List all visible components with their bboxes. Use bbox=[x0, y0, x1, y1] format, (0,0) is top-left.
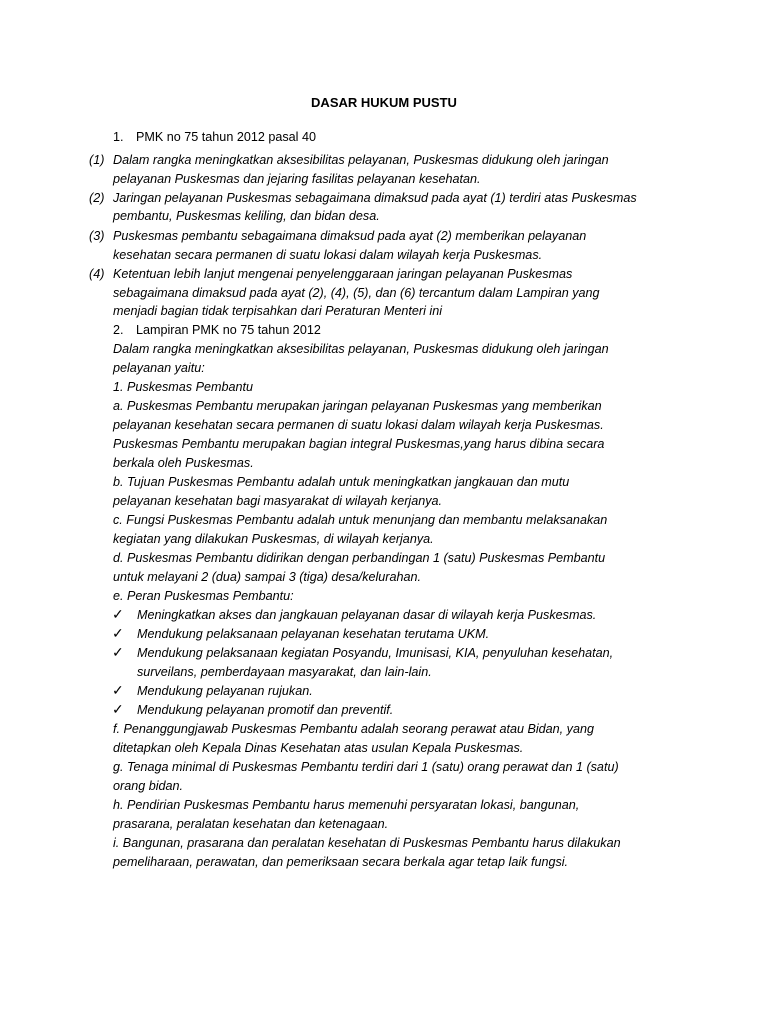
body-line: a. Puskesmas Pembantu merupakan jaringan pelayanan Puskesmas yang memberikan bbox=[113, 399, 602, 413]
body-line: kegiatan yang dilakukan Puskesmas, di wilayah kerjanya. bbox=[113, 532, 434, 546]
section-2-heading bbox=[113, 321, 321, 340]
body-line: Dalam rangka meningkatkan aksesibilitas pelayanan, Puskesmas didukung oleh jaringan bbox=[113, 342, 609, 356]
body-line: untuk melayani 2 (dua) sampai 3 (tiga) desa/kelurahan. bbox=[113, 570, 422, 584]
item-line: Ketentuan lebih lanjut mengenai penyelenggaraan jaringan pelayanan Puskesmas bbox=[113, 267, 573, 281]
item-line: Puskesmas pembantu sebagaimana dimaksud pada ayat (2) memberikan pelayanan bbox=[113, 229, 587, 243]
body-line: pelayanan yaitu: bbox=[113, 361, 205, 375]
body-line: pelayanan kesehatan bagi masyarakat di wilayah kerjanya. bbox=[113, 494, 443, 508]
body-line: b. Tujuan Puskesmas Pembantu adalah untuk meningkatkan jangkauan dan mutu bbox=[113, 475, 570, 489]
checklist-line: Meningkatkan akses dan jangkauan pelayanan dasar di wilayah kerja Puskesmas. bbox=[137, 608, 597, 622]
item-line: pembantu, Puskesmas keliling, dan bidan desa. bbox=[113, 209, 380, 223]
checklist-line: Mendukung pelayanan promotif dan preventif. bbox=[137, 703, 394, 717]
body-line: berkala oleh Puskesmas. bbox=[113, 456, 254, 470]
section-2-number: 2. bbox=[113, 323, 124, 337]
item-line: pelayanan Puskesmas dan jejaring fasilitas pelayanan kesehatan. bbox=[113, 172, 481, 186]
checklist-line: surveilans, pemberdayaan masyarakat, dan lain-lain. bbox=[137, 665, 432, 679]
check-icon: ✓ bbox=[112, 625, 124, 641]
body-line: Puskesmas Pembantu merupakan bagian integral Puskesmas,yang harus dibina secara bbox=[113, 437, 605, 451]
check-icon: ✓ bbox=[112, 701, 124, 717]
checklist-line: Mendukung pelaksanaan kegiatan Posyandu, Imunisasi, KIA, penyuluhan kesehatan, bbox=[137, 646, 614, 660]
item-line: menjadi bagian tidak terpisahkan dari Peraturan Menteri ini bbox=[113, 304, 443, 318]
body-line: 1. Puskesmas Pembantu bbox=[113, 380, 254, 394]
item-line: Dalam rangka meningkatkan aksesibilitas pelayanan, Puskesmas didukung oleh jaringan bbox=[113, 153, 609, 167]
body-line: ditetapkan oleh Kepala Dinas Kesehatan atas usulan Kepala Puskesmas. bbox=[113, 741, 524, 755]
check-icon: ✓ bbox=[112, 606, 124, 622]
section-1-heading bbox=[113, 128, 316, 147]
item-line: kesehatan secara permanen di suatu lokasi dalam wilayah kerja Puskesmas. bbox=[113, 248, 543, 262]
body-line: c. Fungsi Puskesmas Pembantu adalah untuk menunjang dan membantu melaksanakan bbox=[113, 513, 608, 527]
body-line: pemeliharaan, perawatan, dan pemeriksaan secara berkala agar tetap laik fungsi. bbox=[113, 855, 569, 869]
page-title: DASAR HUKUM PUSTU bbox=[311, 95, 457, 110]
checklist-line: Mendukung pelaksanaan pelayanan kesehatan terutama UKM. bbox=[137, 627, 490, 641]
item-marker: (1) bbox=[89, 153, 105, 167]
body-line: i. Bangunan, prasarana dan peralatan kesehatan di Puskesmas Pembantu harus dilakukan bbox=[113, 836, 621, 850]
item-line: sebagaimana dimaksud pada ayat (2), (4), (5), dan (6) tercantum dalam Lampiran yang bbox=[113, 286, 600, 300]
item-marker: (3) bbox=[89, 229, 105, 243]
section-1-number: 1. bbox=[113, 130, 124, 144]
body-line: pelayanan kesehatan secara permanen di suatu lokasi dalam wilayah kerja Puskesmas. bbox=[113, 418, 604, 432]
body-line: orang bidan. bbox=[113, 779, 184, 793]
item-marker: (4) bbox=[89, 267, 105, 281]
body-line: h. Pendirian Puskesmas Pembantu harus memenuhi persyaratan lokasi, bangunan, bbox=[113, 798, 580, 812]
item-marker: (2) bbox=[89, 191, 105, 205]
body-line: g. Tenaga minimal di Puskesmas Pembantu terdiri dari 1 (satu) orang perawat dan 1 (satu) bbox=[113, 760, 619, 774]
section-1-title: PMK no 75 tahun 2012 pasal 40 bbox=[136, 130, 316, 144]
body-line: prasarana, peralatan kesehatan dan ketenagaan. bbox=[113, 817, 389, 831]
section-2-title: Lampiran PMK no 75 tahun 2012 bbox=[136, 323, 321, 337]
body-line: e. Peran Puskesmas Pembantu: bbox=[113, 589, 294, 603]
item-line: Jaringan pelayanan Puskesmas sebagaimana dimaksud pada ayat (1) terdiri atas Puskesmas bbox=[113, 191, 637, 205]
body-line: f. Penanggungjawab Puskesmas Pembantu adalah seorang perawat atau Bidan, yang bbox=[113, 722, 594, 736]
check-icon: ✓ bbox=[112, 644, 124, 660]
checklist-line: Mendukung pelayanan rujukan. bbox=[137, 684, 313, 698]
body-line: d. Puskesmas Pembantu didirikan dengan perbandingan 1 (satu) Puskesmas Pembantu bbox=[113, 551, 606, 565]
check-icon: ✓ bbox=[112, 682, 124, 698]
